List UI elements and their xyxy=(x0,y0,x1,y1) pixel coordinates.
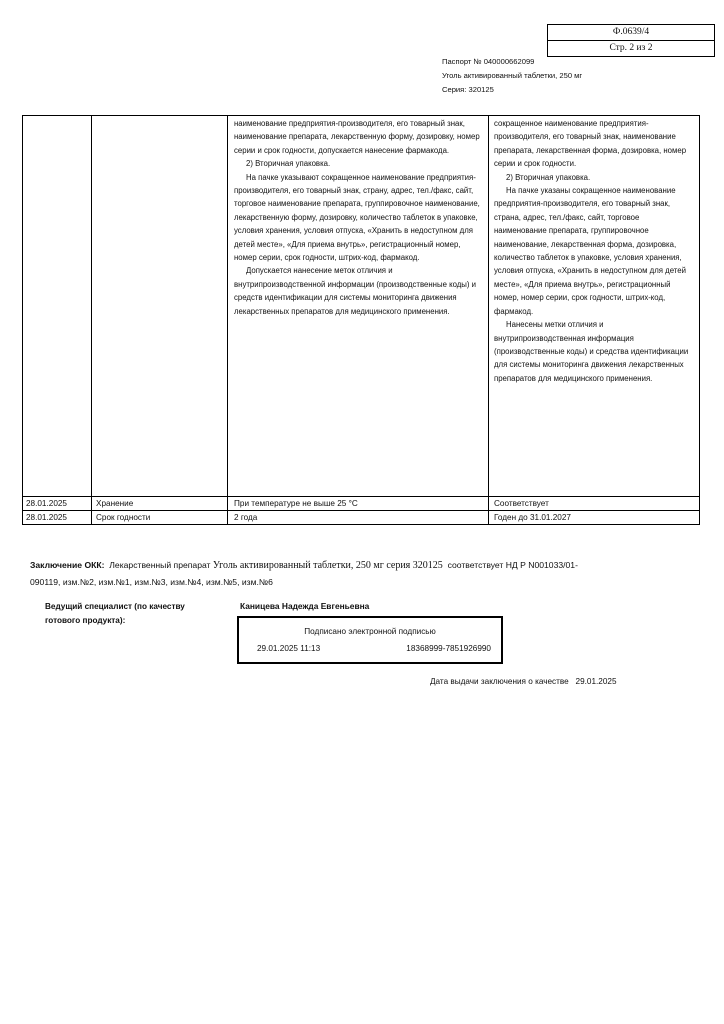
result-text: На пачке указаны сокращенное наименование предприятия-производителя, его товарный знак, страна, адрес, тел./факс, сайт, торговое наименование препарата, группировочное наименование, лекарственная форма, дозировка, количество таблеток в упаковке, условия хранения, условия отпуска, «Хранить в недоступном для детей месте», «Для приема внутрь», регистрационный номер, номер серии, срок годности, штрих-код, фармакод. xyxy=(494,186,686,316)
param-cell: Хранение xyxy=(92,497,228,510)
form-code-box xyxy=(547,24,715,57)
date-cell: 28.01.2025 xyxy=(23,497,92,510)
requirement-cell xyxy=(228,116,489,496)
specialist-name: Каницева Надежда Евгеньевна xyxy=(240,601,370,611)
signature-datetime: 29.01.2025 11:13 xyxy=(257,644,321,653)
issue-label: Дата выдачи заключения о качестве xyxy=(430,677,569,686)
specialist-role: Ведущий специалист (по качеству готового продукта): xyxy=(45,602,185,625)
table-row xyxy=(23,496,699,510)
signature-id: 18368999-7851926990 xyxy=(406,644,491,653)
table-row xyxy=(23,116,699,496)
requirement-text: Допускается нанесение меток отличия и внутрипроизводственной информации (производственные коды) и средств идентификации для системы мониторинга движения лекарственных препаратов для медицинского применения. xyxy=(234,266,477,316)
conclusion-text: соответствует НД Р N001033/01-090119, изм.№2, изм.№1, изм.№3, изм.№4, изм.№5, изм.№6 xyxy=(30,560,578,587)
requirement-text: наименование предприятия-производителя, его товарный знак, наименование препарата, лекарственную форму, дозировку, номер серии и срок годности, допускается нанесение фармакода. xyxy=(234,119,480,155)
issue-date-line xyxy=(430,677,617,686)
page-number: Стр. 2 из 2 xyxy=(609,43,653,53)
requirement-cell: При температуре не выше 25 °С xyxy=(228,497,489,510)
form-code: Ф.0639/4 xyxy=(548,25,714,41)
conclusion-product: Уголь активированный таблетки, 250 мг серия 320125 xyxy=(212,560,443,571)
conclusion xyxy=(30,557,590,590)
result-text: 2) Вторичная упаковка. xyxy=(506,172,591,182)
date-cell xyxy=(23,116,92,496)
conclusion-text: Лекарственный препарат xyxy=(109,560,211,570)
signature-box xyxy=(237,616,503,664)
table-row xyxy=(23,510,699,524)
conclusion-label: Заключение ОКК: xyxy=(30,560,105,570)
signature-title: Подписано электронной подписью xyxy=(304,627,436,636)
date-cell: 28.01.2025 xyxy=(23,511,92,524)
requirement-text: 2) Вторичная упаковка. xyxy=(246,159,331,169)
series-number: Серия: 320125 xyxy=(442,85,494,94)
result-text: Нанесены метки отличия и внутрипроизводственная информация (производственные коды) и средства идентификации для системы мониторинга движения лекарственных препаратов для медицинского применения. xyxy=(494,320,689,383)
param-cell: Срок годности xyxy=(92,511,228,524)
result-text: сокращенное наименование предприятия-производителя, его товарный знак, наименование препарата, лекарственная форма, дозировка, номер серии и срок годности. xyxy=(494,119,687,169)
quality-table xyxy=(22,115,700,525)
result-cell xyxy=(489,116,699,496)
param-cell xyxy=(92,116,228,496)
result-cell: Годен до 31.01.2027 xyxy=(494,513,571,522)
result-cell: Соответствует xyxy=(494,499,549,508)
passport-number: Паспорт № 040000662099 xyxy=(442,57,535,66)
issue-date: 29.01.2025 xyxy=(575,677,617,686)
requirement-cell: 2 года xyxy=(228,511,489,524)
product-name: Уголь активированный таблетки, 250 мг xyxy=(442,71,583,80)
requirement-text: На пачке указывают сокращенное наименование предприятия-производителя, его товарный знак, страну, адрес, тел./факс, сайт, торговое наименование препарата, группировочное наименование, лекарственную форму, дозировку, количество таблеток в упаковке, условия хранения, условия отпуска, «Хранить в недоступном для детей месте», «Для приема внутрь», регистрационный номер, номер серии, срок годности, штрих-код, фармакод. xyxy=(234,172,480,263)
